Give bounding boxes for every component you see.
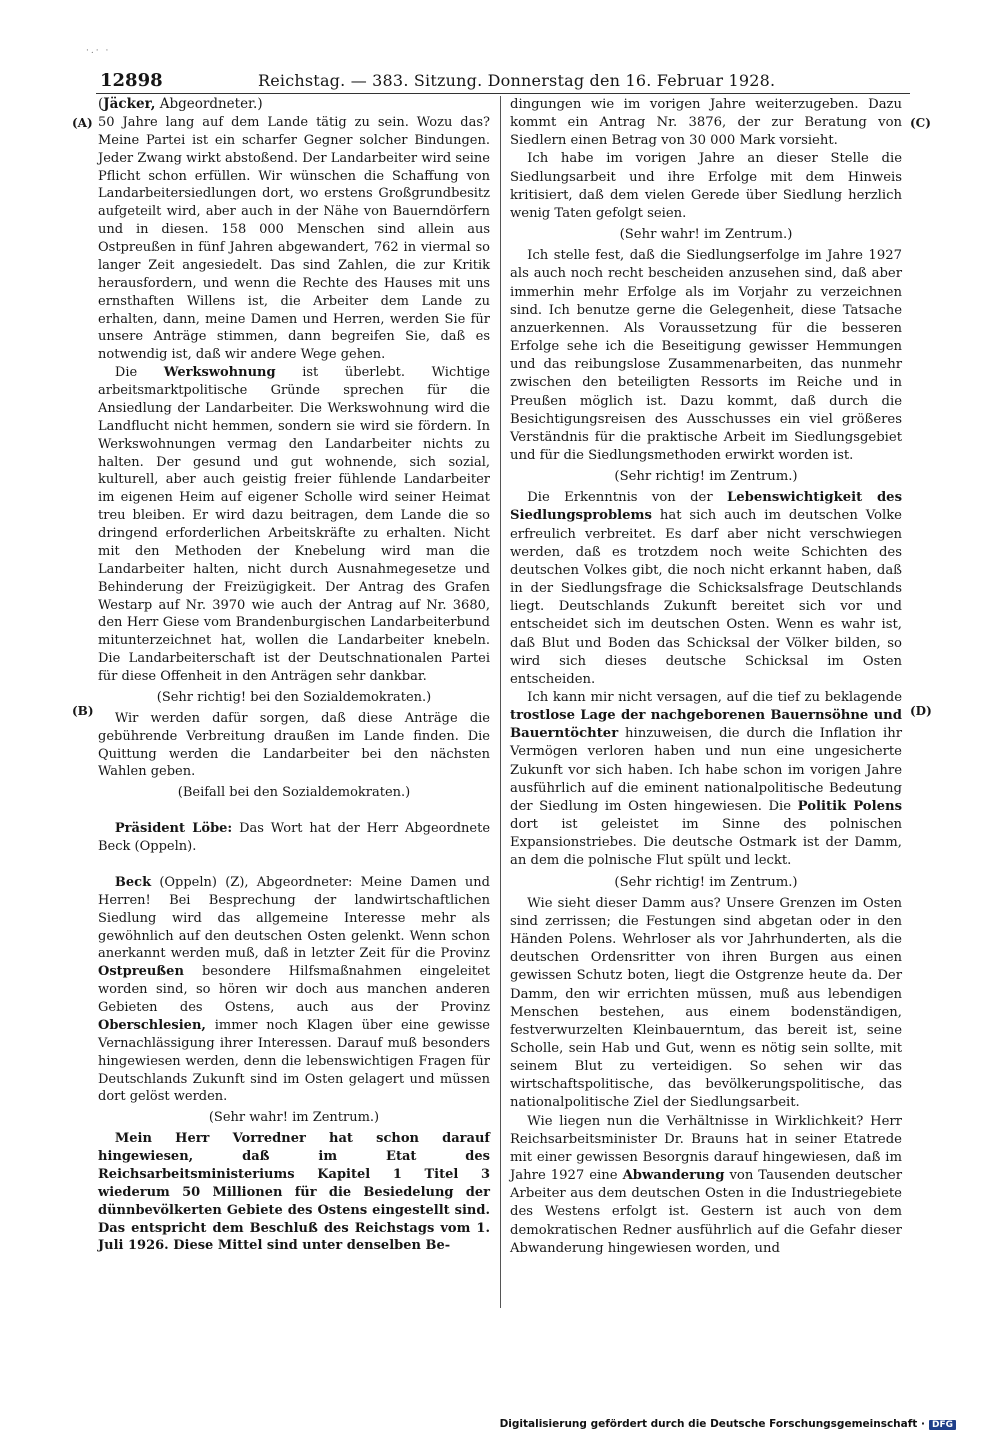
- speaker-name: Beck: [114, 874, 152, 890]
- scan-speck: ·.· ·: [86, 46, 111, 56]
- interjection: (Sehr richtig! im Zentrum.): [614, 469, 798, 485]
- right-column: [510, 96, 902, 1258]
- interjection: (Beifall bei den Sozialdemokraten.): [177, 785, 411, 801]
- speech-opening: Beck (Oppeln) (Z), Abgeordneter: Meine Damen und Herren! Bei Besprechung der landwirtschaftlichen Siedlung wird das allgemeine Interesse mehr als gewöhnlich auf den deutschen Osten gelenkt. Wenn schon anerkannt werden muß, daß in letzter Zeit für die Provinz Ostpreußen besondere Hilfsmaßnahmen eingeleitet worden sind, so hören wir doch aus manchen anderen Gebieten des Ostens, auch aus der Provinz Oberschlesien, immer noch Klagen über eine gewisse Vernachlässigung ihrer Interessen. Darauf muß besonders hingewiesen werden, denn die lebenswichtigen Fragen für Deutschlands Zukunft sind im Osten gelagert und müssen dort gelöst werden.: [98, 874, 490, 1105]
- interjection: (Sehr wahr! im Zentrum.): [619, 227, 793, 243]
- running-head: Reichstag. — 383. Sitzung. Donnerstag den 16. Februar 1928.: [258, 71, 776, 90]
- interjection: (Sehr richtig! im Zentrum.): [614, 874, 798, 890]
- speaker-continuation: (Jäcker, Abgeordneter.): [98, 96, 263, 112]
- margin-mark-b: (B): [72, 704, 94, 718]
- margin-mark-d: (D): [910, 704, 932, 718]
- paragraph: Die Werkswohnung ist überlebt. Wichtige arbeitsmarktpolitische Gründe sprechen für die Ansiedlung der Landarbeiter. Die Werkswohnung wird die Landflucht nicht hemmen, sondern sie wird sie fördern. In Werkswohnungen vermag den Landarbeiter nichts zu halten. Der gesund und gut wohnende, sich sozial, kulturell, aber auch geistig freier fühlende Landarbeiter im eigenen Heim auf eigener Scholle wird seiner Heimat treu bleiben. Er wird dazu beitragen, dem Lande die so dringend erforderlichen Arbeitskräfte zu erhalten. Nicht mit den Methoden der Knebelung wird man die Landarbeiter halten, nicht durch Ausnahmegesetze und Behinderung der Freizügigkeit. Der Antrag des Grafen Westarp auf Nr. 3970 wie auch der Antrag auf Nr. 3680, den Herr Giese vom Brandenburgischen Landarbeiterbund mitunterzeichnet hat, wollen die Landarbeiter knebeln. Die Landarbeiterschaft ist der Deutschnationalen Partei für diese Offenheit in den Anträgen sehr dankbar.: [98, 365, 490, 684]
- paragraph: Wie liegen nun die Verhältnisse in Wirklichkeit? Herr Reichsarbeitsminister Dr. Brauns hat in seiner Etatrede mit einer gewissen Besorgnis darauf hingewiesen, daß im Jahre 1927 eine Abwanderung von Tausenden deutscher Arbeiter aus dem deutschen Osten in die Industriegebiete des Westens erfolgt ist. Gestern ist auch von dem demokratischen Redner ausführlich auf die Gefahr dieser Abwanderung hingewiesen worden, und: [510, 1113, 903, 1256]
- emphasis: trostlose Lage der nachgeborenen Bauernsöhne und Bauerntöchter: [510, 708, 902, 742]
- paragraph: Ich habe im vorigen Jahre an dieser Stelle die Siedlungsarbeit und ihre Erfolge mit dem Hinweis kritisiert, daß dem vielen Gerede über Siedlung herzlich wenig Taten gefolgt seien.: [510, 151, 902, 221]
- paragraph: Die Erkenntnis von der Lebenswichtigkeit des Siedlungsproblems hat sich auch im deutschen Volke erfreulich verbreitet. Es darf aber nicht verschwiegen werden, daß es trotzdem noch weite Schichten des deutschen Volkes gibt, die noch nicht erkannt haben, daß in der Siedlungsfrage die Schicksalsfrage Deutschlands liegt. Deutschlands Zukunft bereitet sich vor und entscheidet sich im deutschen Osten. Wenn es wahr ist, daß Blut und Boden das Schicksal der Völker bilden, so wird sich dieses deutsche Schicksal im Osten entscheiden.: [510, 490, 902, 687]
- paragraph: 50 Jahre lang auf dem Lande tätig zu sein. Wozu das? Meine Partei ist ein scharfer Gegner solcher Bindungen. Jeder Zwang wirkt abstoßend. Der Landarbeiter wird seine Pflicht schon erfüllen. Wir wünschen die Schaffung von Landarbeitersiedlungen dort, wo erstens Großgrundbesitz aufgeteilt wird, aber auch in der Nähe von Bauerndörfern und in diesen. 158 000 Menschen sind allein aus Ostpreußen in fünf Jahren abgewandert, 762 in viermal so langer Zeit angesiedelt. Das sind Zahlen, die zur Kritik herausfordern, und wenn die Rechte des Hauses mit uns ernsthaften Willens ist, die Arbeiter dem Lande zu erhalten, dann, meine Damen und Herren, werden Sie für unsere Anträge stimmen, dann begreifen Sie, daß es notwendig ist, daß wir andere Wege gehen.: [98, 114, 490, 363]
- margin-mark-c: (C): [910, 116, 931, 130]
- speaker-role: Abgeordneter.): [159, 96, 263, 112]
- emphasis: dünnbevölkerten Gebiete des Ostens: [98, 1202, 368, 1218]
- emphasis: Ostpreußen: [98, 964, 184, 980]
- interjection: (Sehr wahr! im Zentrum.): [208, 1110, 380, 1126]
- paragraph: Wir werden dafür sorgen, daß diese Anträge die gebührende Verbreitung draußen im Lande finden. Die Quittung werden die Landarbeiter bei den nächsten Wahlen geben.: [98, 710, 490, 780]
- digitization-credit: [500, 1418, 956, 1430]
- paragraph: Mein Herr Vorredner hat schon darauf hingewiesen, daß im Etat des Reichsarbeitsministeriums Kapitel 1 Titel 3 wiederum 50 Millionen für die Besiedelung der dünnbevölkerten Gebiete des Ostens eingestellt sind. Das entspricht dem Beschluß des Reichstags vom 1. Juli 1926. Diese Mittel sind unter denselben Be-: [98, 1131, 490, 1254]
- emphasis: Abwanderung: [622, 1168, 725, 1184]
- emphasis: Lebenswichtigkeit des Siedlungsproblems: [510, 490, 902, 524]
- dfg-logo: DFG: [929, 1420, 956, 1430]
- president-statement: Präsident Löbe: Das Wort hat der Herr Abgeordnete Beck (Oppeln).: [98, 821, 491, 854]
- column-divider: [500, 96, 501, 1308]
- emphasis: Werkswohnung: [163, 365, 276, 381]
- header-rule: [96, 93, 910, 94]
- paragraph: Ich kann mir nicht versagen, auf die tief zu beklagende trostlose Lage der nachgeborenen Bauernsöhne und Bauerntöchter hinzuweisen, die durch die Inflation ihr Vermögen verloren haben und nun eine ungesicherte Zukunft vor sich haben. Ich habe schon im vorigen Jahre ausführlich auf die eminent nationalpolitische Bedeutung der Siedlung im Osten hingewiesen. Die Politik Polens dort ist geleistet im Sinne des polnischen Expansionstriebes. Die deutsche Ostmark ist der Damm, an dem die polnische Flut spült und leckt.: [510, 690, 902, 869]
- paragraph: Wie sieht dieser Damm aus? Unsere Grenzen im Osten sind zerrissen; die Festungen sind abgetan oder in den Händen Polens. Wehrloser als vor Jahrhunderten, als die deutschen Ordensritter von ihren Burgen aus einen gewissen Schutz boten, liegt die Ostgrenze heute da. Der Damm, den wir errichten müssen, muß aus lebendigen Menschen bestehen, aus einem bodenständigen, festverwurzelten Kleinbauerntum, das bereit ist, seine Scholle, sein Hab und Gut, wenn es nötig sein sollte, mit seinem Blut zu verteidigen. So sehen wir das wirtschaftspolitische, das bevölkerungspolitische, das nationalpolitische Ziel der Siedlungsarbeit.: [510, 895, 902, 1111]
- page-number: 12898: [100, 70, 163, 91]
- emphasis: Politik Polens: [797, 798, 902, 814]
- emphasis: 1. Juli 1926.: [98, 1220, 490, 1254]
- left-column: [98, 96, 490, 1255]
- interjection: (Sehr richtig! bei den Sozialdemokraten.): [156, 689, 432, 705]
- paragraph: dingungen wie im vorigen Jahre weiterzugeben. Dazu kommt ein Antrag Nr. 3876, der zur Beratung von Siedlern einen Betrag von 30 000 Mark vorsieht.: [510, 97, 902, 149]
- credit-text: Digitalisierung gefördert durch die Deutsche Forschungsgemeinschaft ·: [499, 1418, 925, 1430]
- speaker-name: Präsident Löbe:: [114, 821, 233, 837]
- paragraph: Ich stelle fest, daß die Siedlungserfolge im Jahre 1927 als auch noch recht bescheiden anzusehen sind, daß aber immerhin mehr Erfolge als im Vorjahr zu verzeichnen sind. Ich benutze gerne die Gelegenheit, diese Tatsache anzuerkennen. Als Voraussetzung für die besseren Erfolge sehe ich die Beseitigung gewisser Hemmungen und das reibungslose Zusammenarbeiten, das nunmehr zwischen den beteiligten Ressorts im Reiche und in Preußen möglich ist. Dazu kommt, daß durch die Besichtigungsreisen des Ausschusses ein viel größeres Verständnis für die praktische Arbeit im Siedlungsgebiet und für die Siedlungsmethoden erwirkt worden ist.: [510, 248, 902, 463]
- emphasis: Oberschlesien,: [98, 1017, 206, 1033]
- margin-mark-a: (A): [72, 116, 93, 130]
- speaker-name: Jäcker,: [103, 96, 156, 112]
- page-header: [98, 70, 910, 94]
